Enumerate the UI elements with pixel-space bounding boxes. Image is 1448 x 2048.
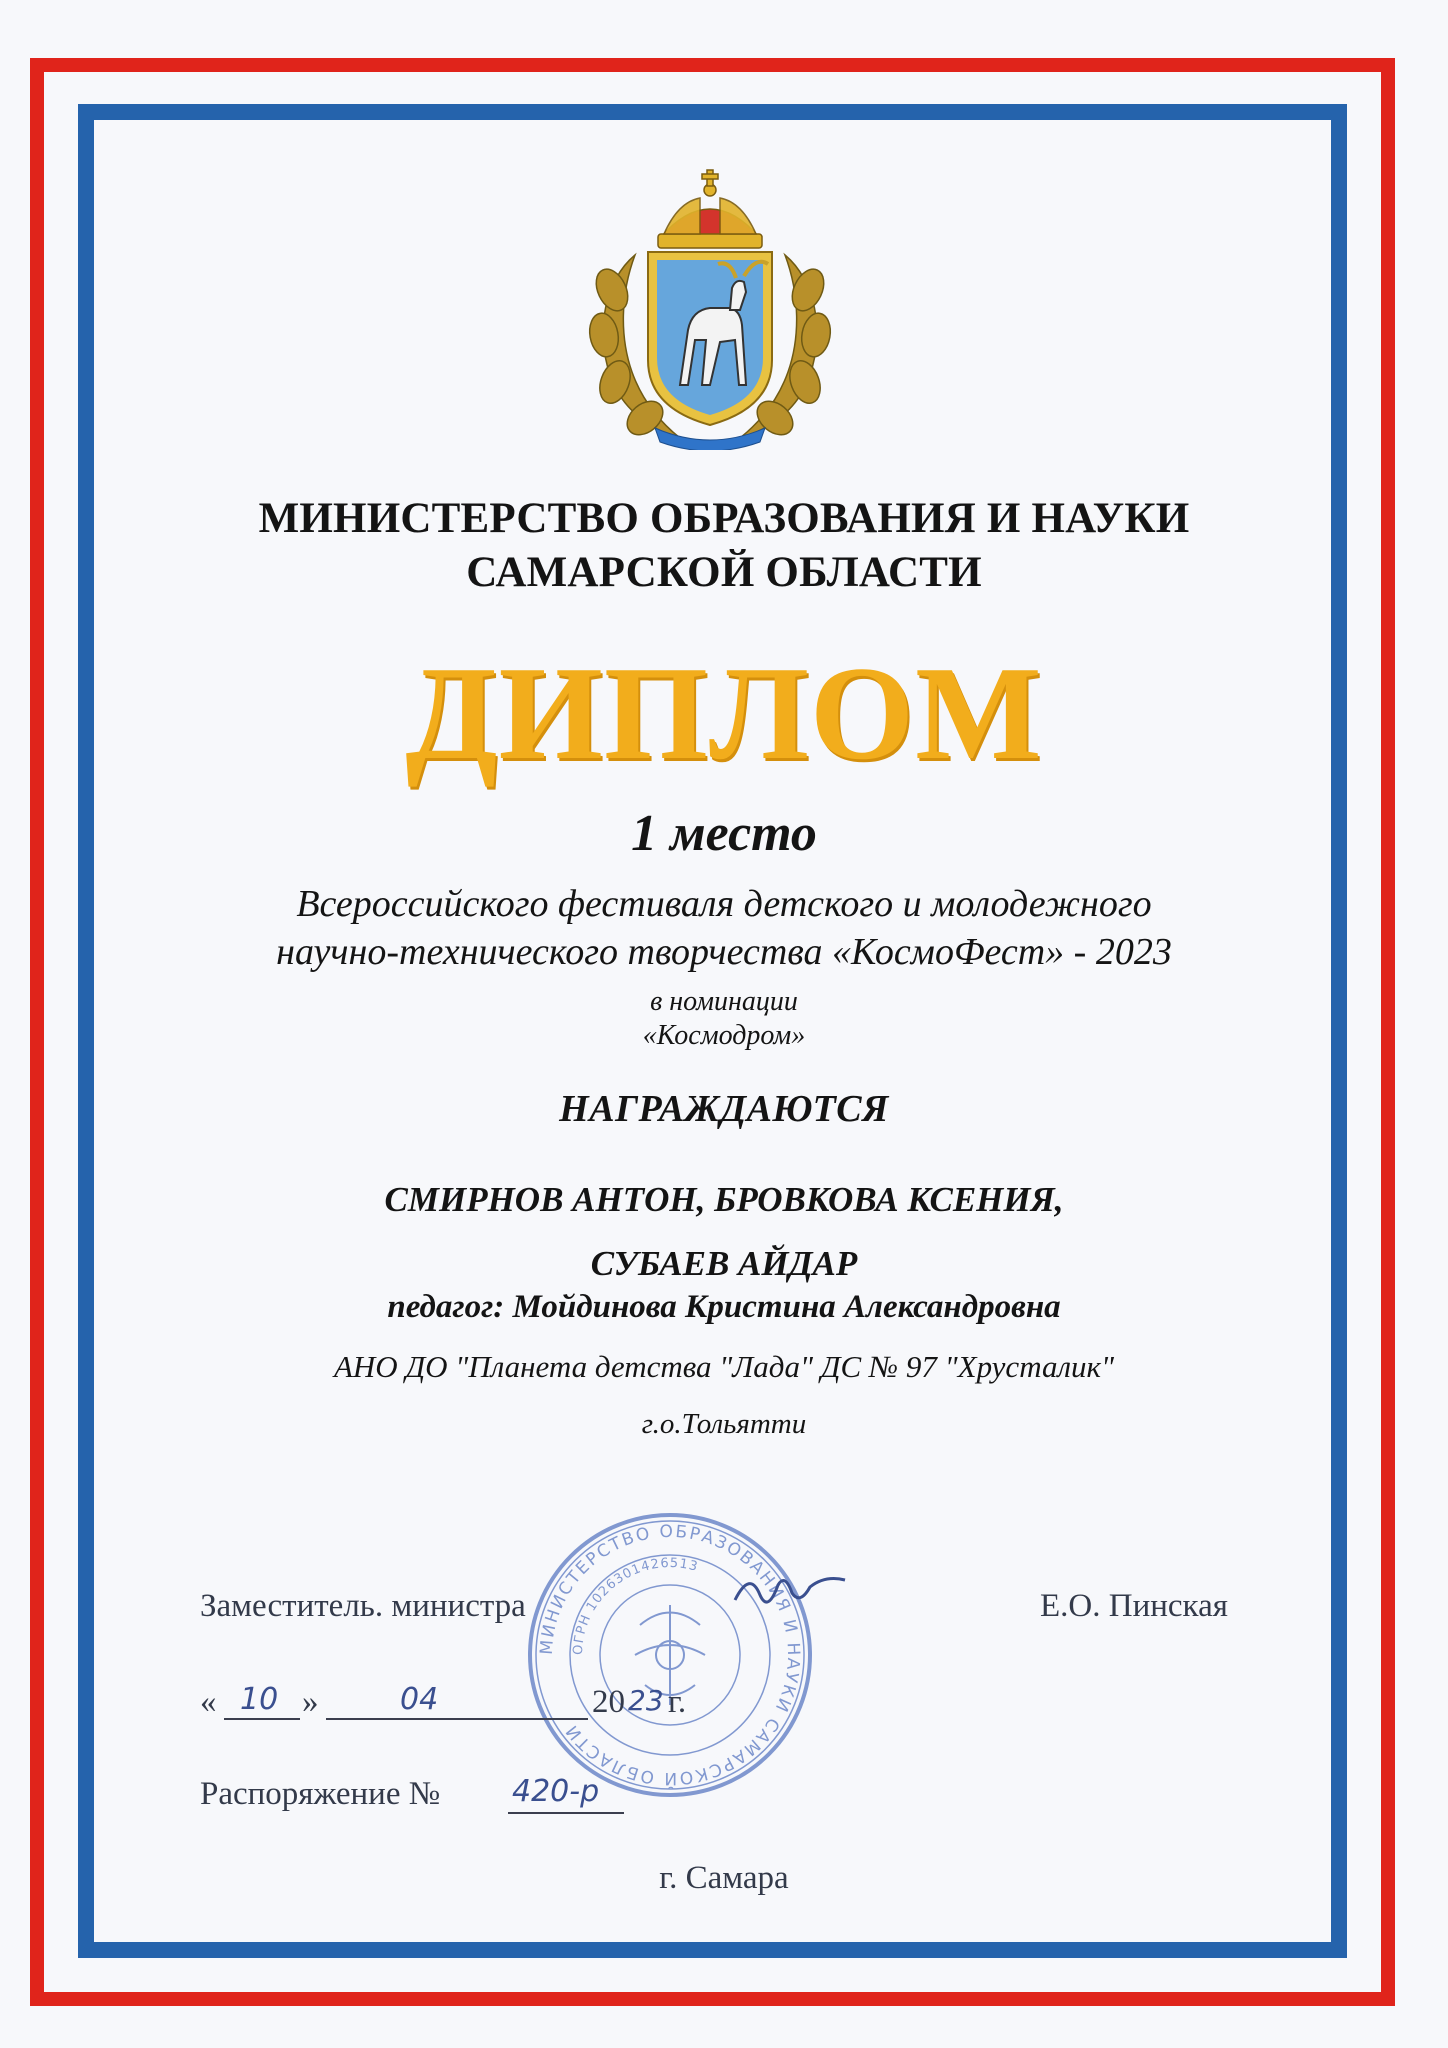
nomination-block <box>0 985 1448 1053</box>
issue-city: г. Самара <box>659 1860 789 1896</box>
awarded-heading: НАГРАЖДАЮТСЯ <box>559 1088 889 1130</box>
place-award: 1 место <box>631 805 817 862</box>
festival-description <box>0 880 1448 976</box>
nomination-name: «Космодром» <box>642 1020 806 1051</box>
signatory-name: Е.О. Пинская <box>1040 1588 1228 1624</box>
order-label: Распоряжение № <box>200 1776 441 1812</box>
order-number: 420-р <box>512 1774 600 1809</box>
recipient-city: г.о.Тольятти <box>641 1408 807 1440</box>
date-month-line <box>326 1718 588 1720</box>
nomination-prefix: в номинации <box>650 986 798 1017</box>
date-close-quote: » <box>302 1684 319 1720</box>
seal-inner-text: ОГРН 1026301426513 <box>570 1555 700 1656</box>
festival-line-2: научно-технического творчества «КосмоФест» - 2023 <box>276 931 1172 973</box>
date-day-line <box>224 1718 300 1720</box>
date-year-handwritten: 23 <box>628 1684 664 1717</box>
date-year-prefix: 20 <box>592 1684 625 1720</box>
recipients-line-1: СМИРНОВ АНТОН, БРОВКОВА КСЕНИЯ, <box>384 1180 1064 1219</box>
organization-name: АНО ДО "Планета детства "Лада" ДС № 97 "Хрусталик" <box>333 1349 1114 1384</box>
teacher-name: педагог: Мойдинова Кристина Александровна <box>387 1289 1061 1325</box>
seal-outer-text: МИНИСТЕРСТВО ОБРАЗОВАНИЯ И НАУКИ САМАРСКОЙ ОБЛАСТИ <box>536 1521 804 1789</box>
date-month: 04 <box>400 1682 439 1717</box>
ministry-name <box>0 492 1448 600</box>
date-day: 10 <box>240 1682 279 1717</box>
signatory-position: Заместитель. министра <box>200 1588 526 1624</box>
date-open-quote: « <box>200 1684 217 1720</box>
official-seal <box>520 1505 820 1805</box>
coat-of-arms-emblem <box>560 160 860 450</box>
festival-line-1: Всероссийского фестиваля детского и молодежного <box>296 883 1152 925</box>
ministry-line-2: САМАРСКОЙ ОБЛАСТИ <box>466 549 982 596</box>
recipients-line-2: СУБАЕВ АЙДАР <box>590 1244 858 1283</box>
handwritten-signature <box>730 1565 850 1615</box>
ministry-line-1: МИНИСТЕРСТВО ОБРАЗОВАНИЯ И НАУКИ <box>258 495 1190 542</box>
recipients <box>0 1168 1448 1296</box>
date-year-suffix: г. <box>668 1684 687 1720</box>
order-number-line <box>508 1812 624 1814</box>
diploma-title: ДИПЛОМ <box>405 639 1043 787</box>
